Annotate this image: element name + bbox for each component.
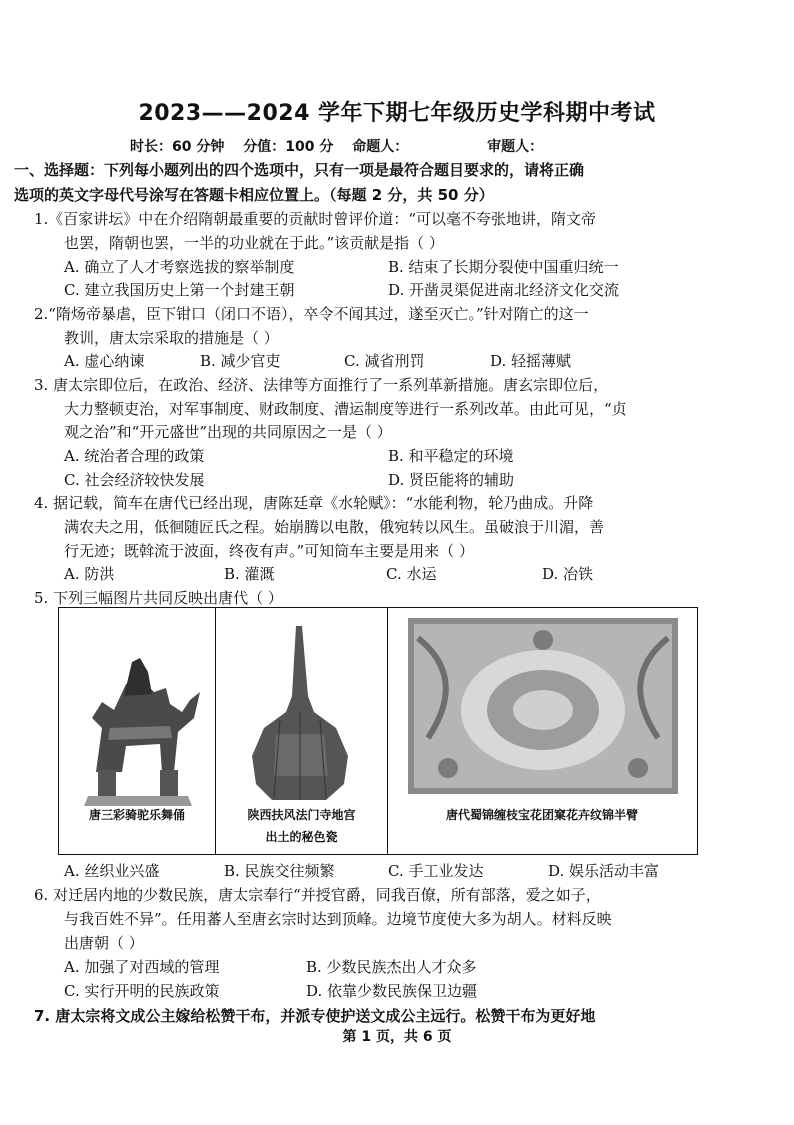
celadon-vase-image (216, 616, 388, 806)
q4-stem-3: 行无迹；既斡流于波面，终夜有声。”可知筒车主要是用来（ ） (64, 542, 474, 560)
q6-stem-3: 出唐朝（ ） (64, 934, 144, 952)
q7-stem-1: 7. 唐太宗将文成公主嫁给松赞干布，并派专使护送文成公主远行。松赞干布为更好地 (34, 1007, 596, 1025)
page-footer: 第 1 页，共 6 页 (342, 1029, 452, 1045)
q6-option-c: C. 实行开明的民族政策 (64, 982, 220, 1000)
q6-stem-1: 6. 对迁居内地的少数民族，唐太宗奉行“并授官爵，同我百僚，所有部落，爱之如子， (34, 886, 601, 904)
q5-option-c: C. 手工业发达 (388, 862, 484, 880)
q2-option-a: A. 虚心纳谏 (64, 352, 145, 370)
q4-option-b: B. 灌溉 (224, 565, 275, 583)
q2-option-d: D. 轻摇薄赋 (490, 352, 572, 370)
q6-option-b: B. 少数民族杰出人才众多 (306, 958, 477, 976)
setter: 命题人： (352, 139, 409, 155)
reviewer: 审题人： (487, 139, 544, 155)
q3-option-b: B. 和平稳定的环境 (388, 447, 514, 465)
score: 分值：100 分 (243, 139, 334, 155)
q4-stem-2: 满农夫之用，低徊随匠氏之程。始崩腾以电散，俄宛转以风生。虽破浪于川湄，善 (64, 518, 605, 536)
q4-stem-1: 4. 据记载，简车在唐代已经出现，唐陈廷章《水轮赋》：“水能利物，轮乃曲成。升降 (34, 494, 594, 512)
figure-1-caption: 唐三彩骑驼乐舞俑 (88, 808, 185, 822)
q1-option-a: A. 确立了人才考察选拔的察举制度 (64, 258, 295, 276)
q3-stem-1: 3. 唐太宗即位后，在政治、经济、法律等方面推行了一系列革新措施。唐玄宗即位后， (34, 376, 609, 394)
exam-title: 2023——2024 学年下期七年级历史学科期中考试 (138, 101, 656, 126)
figure-3-caption: 唐代蜀锦缠枝宝花团窠花卉纹锦半臂 (445, 808, 638, 822)
q3-stem-3: 观之治”和“开元盛世”出现的共同原因之一是（ ） (64, 423, 392, 441)
camel-figurine-image (62, 622, 212, 812)
figure-brocade-garment (387, 608, 696, 854)
q5-figure-table (58, 607, 698, 855)
q2-option-b: B. 减少官吏 (200, 352, 281, 370)
q3-option-c: C. 社会经济较快发展 (64, 471, 205, 489)
q3-option-d: D. 贤臣能将的辅助 (388, 471, 515, 489)
section-instructions-1: 一、选择题：下列每小题列出的四个选项中，只有一项是最符合题目要求的，请将正确 (14, 161, 585, 179)
q2-stem-1: 2.“隋炀帝暴虐，臣下钳口（闭口不语），卒令不闻其过，遂至灭亡。”针对隋亡的这一 (34, 305, 589, 323)
q1-option-c: C. 建立我国历史上第一个封建王朝 (64, 281, 295, 299)
q1-option-b: B. 结束了长期分裂使中国重归统一 (388, 258, 619, 276)
q4-option-c: C. 水运 (386, 565, 437, 583)
q5-option-b: B. 民族交往频繁 (224, 862, 335, 880)
q1-option-d: D. 开凿灵渠促进南北经济文化交流 (388, 281, 620, 299)
q6-option-a: A. 加强了对西域的管理 (64, 958, 220, 976)
duration: 时长：60 分钟 (130, 139, 225, 155)
q4-option-a: A. 防洪 (64, 565, 115, 583)
q5-option-d: D. 娱乐活动丰富 (548, 862, 660, 880)
q2-option-c: C. 减省刑罚 (344, 352, 425, 370)
exam-meta (130, 136, 557, 156)
q3-stem-2: 大力整顿吏治，对军事制度、财政制度、漕运制度等进行一系列改革。由此可见，“贞 (64, 400, 627, 418)
figure-2-caption-line-2: 出土的秘色瓷 (265, 830, 338, 844)
q1-stem-2: 也罢，隋朝也罢，一半的功业就在于此。”该贡献是指（ ） (64, 234, 444, 252)
figure-2-caption (216, 804, 387, 848)
figure-camel-figurine (59, 608, 215, 854)
q6-option-d: D. 依靠少数民族保卫边疆 (306, 982, 478, 1000)
q4-option-d: D. 冶铁 (542, 565, 594, 583)
q2-stem-2: 教训，唐太宗采取的措施是（ ） (64, 329, 279, 347)
q5-stem: 5. 下列三幅图片共同反映出唐代（ ） (34, 589, 283, 607)
figure-2-caption-line-1: 陕西扶风法门寺地宫 (247, 808, 356, 822)
figure-celadon-vase (215, 608, 387, 854)
q5-option-a: A. 丝织业兴盛 (64, 862, 160, 880)
q1-stem-1: 1.《百家讲坛》中在介绍隋朝最重要的贡献时曾评价道：“可以毫不夸张地讲，隋文帝 (34, 210, 596, 228)
brocade-garment-image (408, 618, 678, 794)
q3-option-a: A. 统治者合理的政策 (64, 447, 205, 465)
q6-stem-2: 与我百姓不异”。任用蕃人至唐玄宗时达到顶峰。边境节度使大多为胡人。材料反映 (64, 910, 612, 928)
section-instructions-2: 选项的英文字母代号涂写在答题卡相应位置上。（每题 2 分，共 50 分） (14, 186, 494, 204)
